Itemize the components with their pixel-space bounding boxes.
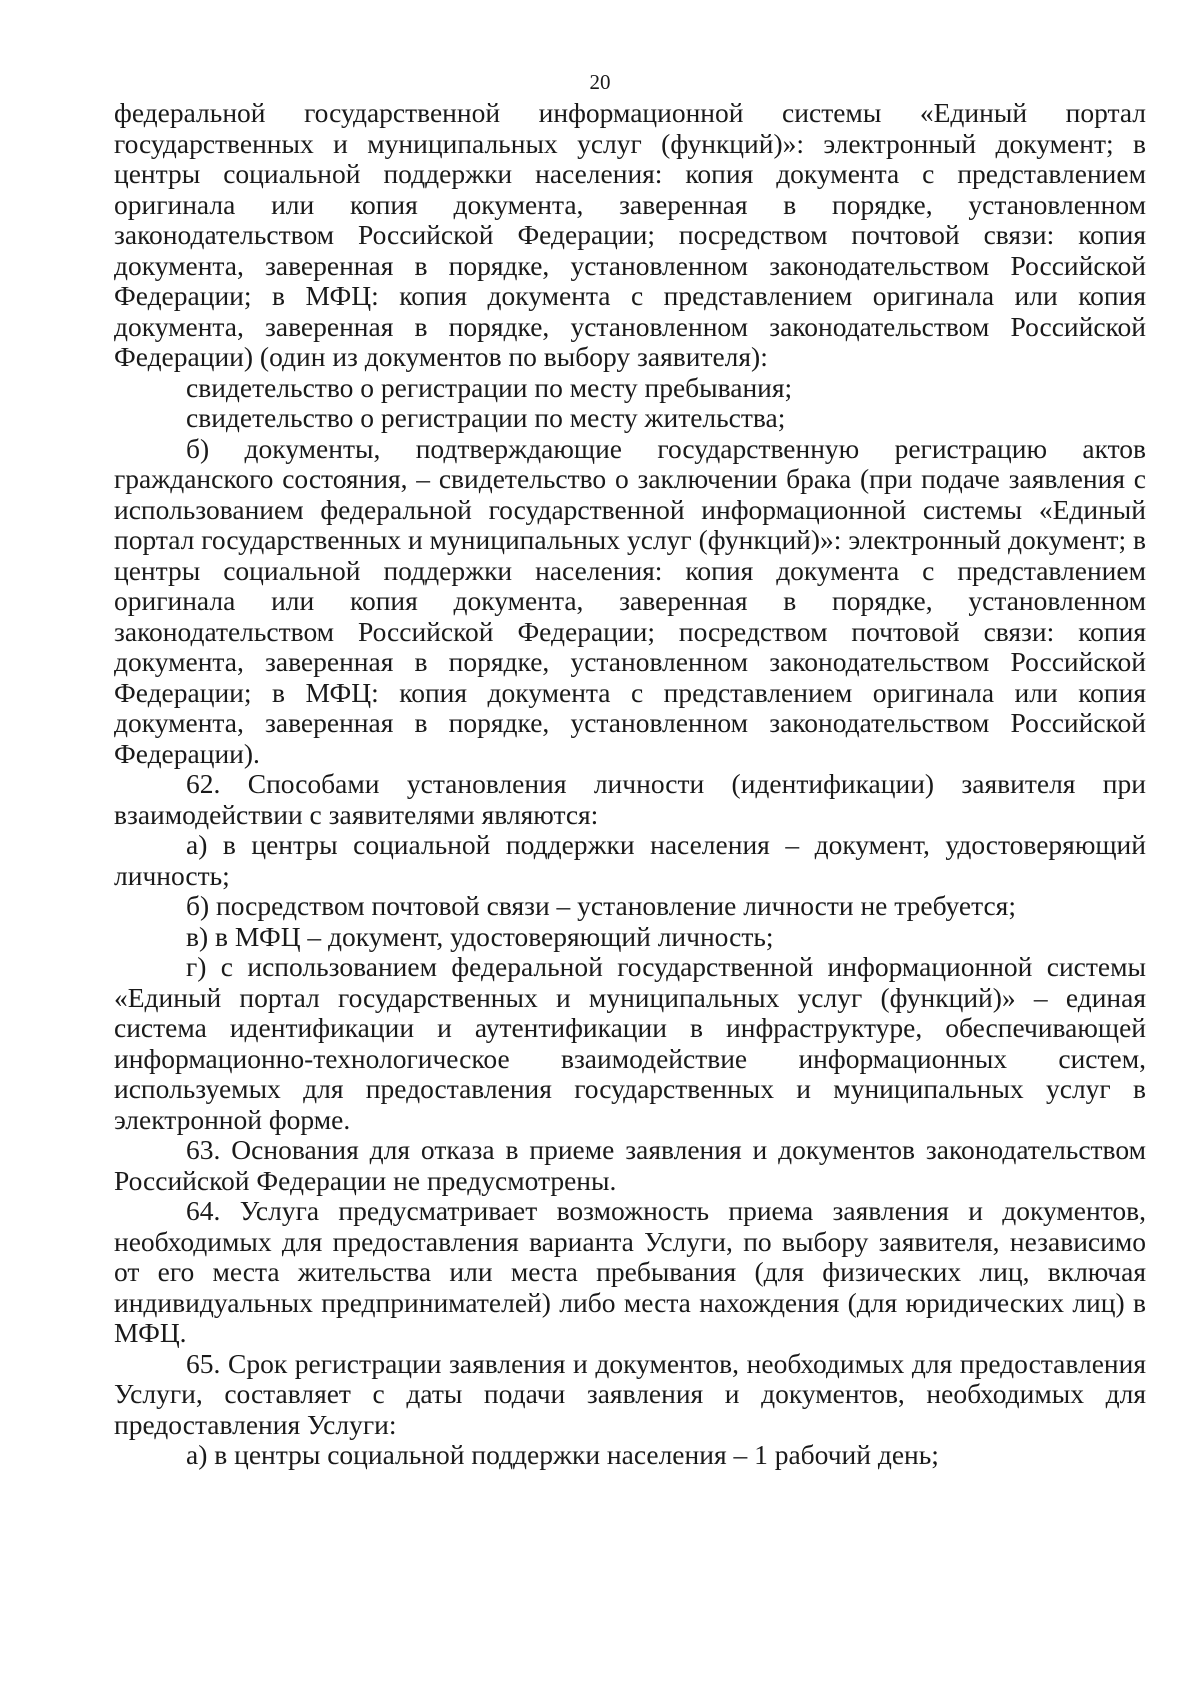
paragraph-62-identification: 62. Способами установления личности (идентификации) заявителя при взаимодействии с заявителями являются: <box>114 768 1146 830</box>
paragraph-62-v: в) в МФЦ – документ, удостоверяющий личность; <box>186 920 774 952</box>
paragraph-63: 63. Основания для отказа в приеме заявления и документов законодательством Российской Федерации не предусмотрены. <box>114 1134 1146 1196</box>
paragraph-continuation: федеральной государственной информационной системы «Единый портал государственных и муниципальных услуг (функций)»: электронный документ; в центры социальной поддержки населения: копия документа с представлением оригинала или копия документа, заверенная в порядке, установленном законодательством Российской Федерации; посредством почтовой связи: копия документа, заверенная в порядке, установленном законодательством Российской Федерации; в МФЦ: копия документа с представлением оригинала или копия документа, заверенная в порядке, установленном законодательством Российской Федерации) (один из документов по выбору заявителя): <box>114 97 1146 372</box>
paragraph-62-a: а) в центры социальной поддержки населения – документ, удостоверяющий личность; <box>114 829 1146 891</box>
document-body <box>114 98 1146 1471</box>
paragraph-62-g: г) с использованием федеральной государственной информационной системы «Единый портал государственных и муниципальных услуг (функций)» – единая система идентификации и аутентификации в инфраструктуре, обеспечивающей информационно-технологическое взаимодействие информационных систем, используемых для предоставления государственных и муниципальных услуг в электронной форме. <box>114 951 1146 1135</box>
paragraph-registration-stay: свидетельство о регистрации по месту пребывания; <box>186 371 793 403</box>
paragraph-62-b: б) посредством почтовой связи – установление личности не требуется; <box>186 890 1016 921</box>
page-number: 20 <box>589 70 611 94</box>
paragraph-civil-status-documents: б) документы, подтверждающие государственную регистрацию актов гражданского состояния, – свидетельство о заключении брака (при подаче заявления с использованием федеральной государственной информационной системы «Единый портал государственных и муниципальных услуг (функций)»: электронный документ; в центры социальной поддержки населения: копия документа с представлением оригинала или копия документа, заверенная в порядке, установленном законодательством Российской Федерации; посредством почтовой связи: копия документа, заверенная в порядке, установленном законодательством Российской Федерации; в МФЦ: копия документа с представлением оригинала или копия документа, заверенная в порядке, установленном законодательством Российской Федерации). <box>114 432 1146 769</box>
paragraph-64: 64. Услуга предусматривает возможность приема заявления и документов, необходимых для предоставления варианта Услуги, по выбору заявителя, независимо от его места жительства или места пребывания (для физических лиц, включая индивидуальных предпринимателей) либо места нахождения (для юридических лиц) в МФЦ. <box>114 1195 1146 1348</box>
paragraph-65: 65. Срок регистрации заявления и документов, необходимых для предоставления Услуги, составляет с даты подачи заявления и документов, необходимых для предоставления Услуги: <box>114 1347 1146 1440</box>
paragraph-registration-residence: свидетельство о регистрации по месту жительства; <box>186 402 786 433</box>
paragraph-65-a: а) в центры социальной поддержки населения – 1 рабочий день; <box>186 1439 939 1470</box>
